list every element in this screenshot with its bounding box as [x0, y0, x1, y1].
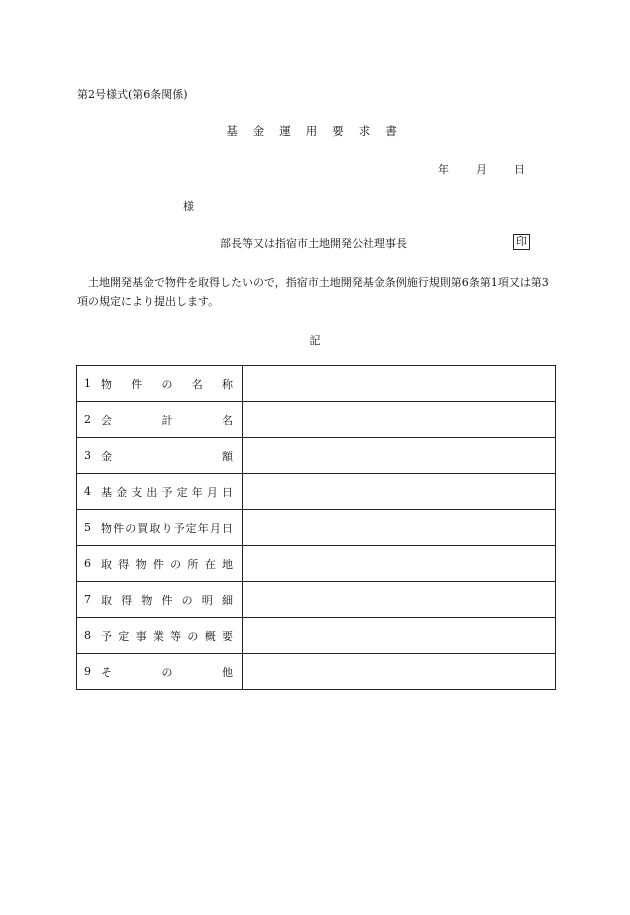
table-row	[77, 366, 556, 402]
item-number: 6	[84, 557, 91, 570]
item-label: 取 得 物 件 の 所 在 地	[101, 557, 233, 571]
items-table	[76, 365, 556, 690]
item-label-cell	[77, 546, 243, 582]
seal-mark: 印	[513, 234, 530, 250]
item-label: 会 計 名	[101, 413, 233, 427]
item-value-cell[interactable]	[243, 654, 556, 690]
item-label: 物 件 の 名 称	[101, 377, 233, 391]
item-label-cell	[77, 474, 243, 510]
table-row	[77, 618, 556, 654]
item-number: 8	[84, 629, 91, 642]
item-label: 取 得 物 件 の 明 細	[101, 593, 233, 607]
item-number: 4	[84, 485, 91, 498]
item-label-cell	[77, 510, 243, 546]
item-value-cell[interactable]	[243, 402, 556, 438]
item-label: 金 額	[101, 449, 233, 463]
item-label: 予 定 事 業 等 の 概 要	[101, 629, 233, 643]
item-label: 基 金 支 出 予 定 年 月 日	[101, 485, 233, 499]
item-value-cell[interactable]	[243, 546, 556, 582]
item-label: 物 件 の 買 取 り 予 定 年 月 日	[101, 521, 233, 535]
item-label-cell	[77, 366, 243, 402]
table-row	[77, 474, 556, 510]
table-row	[77, 438, 556, 474]
item-label: そ の 他	[101, 665, 233, 679]
body-paragraph: 土地開発基金で物件を取得したいので，指宿市土地開発基金条例施行規則第6条第1項又は第3項の規定により提出します。	[77, 276, 549, 308]
table-row	[77, 510, 556, 546]
item-number: 7	[84, 593, 91, 606]
item-value-cell[interactable]	[243, 582, 556, 618]
item-label-cell	[77, 438, 243, 474]
date-month: 月	[476, 163, 487, 176]
date-year: 年	[438, 163, 449, 176]
item-number: 2	[84, 413, 91, 426]
form-number: 第2号様式(第6条関係)	[77, 88, 188, 101]
table-row	[77, 582, 556, 618]
submitter-name: 部長等又は指宿市土地開発公社理事長	[220, 237, 407, 250]
item-value-cell[interactable]	[243, 510, 556, 546]
item-value-cell[interactable]	[243, 618, 556, 654]
addressee-suffix: 様	[183, 200, 194, 213]
item-label-cell	[77, 654, 243, 690]
item-number: 9	[84, 665, 91, 678]
item-label-cell	[77, 618, 243, 654]
item-label-cell	[77, 402, 243, 438]
date-line	[438, 161, 525, 177]
document-title: 基金運用要求書	[226, 124, 412, 138]
date-day: 日	[514, 163, 525, 176]
item-number: 5	[84, 521, 91, 534]
item-value-cell[interactable]	[243, 438, 556, 474]
item-number: 1	[84, 377, 91, 390]
ki-heading: 記	[309, 334, 321, 347]
item-value-cell[interactable]	[243, 366, 556, 402]
table-row	[77, 402, 556, 438]
item-value-cell[interactable]	[243, 474, 556, 510]
table-row	[77, 546, 556, 582]
item-label-cell	[77, 582, 243, 618]
table-row	[77, 654, 556, 690]
item-number: 3	[84, 449, 91, 462]
